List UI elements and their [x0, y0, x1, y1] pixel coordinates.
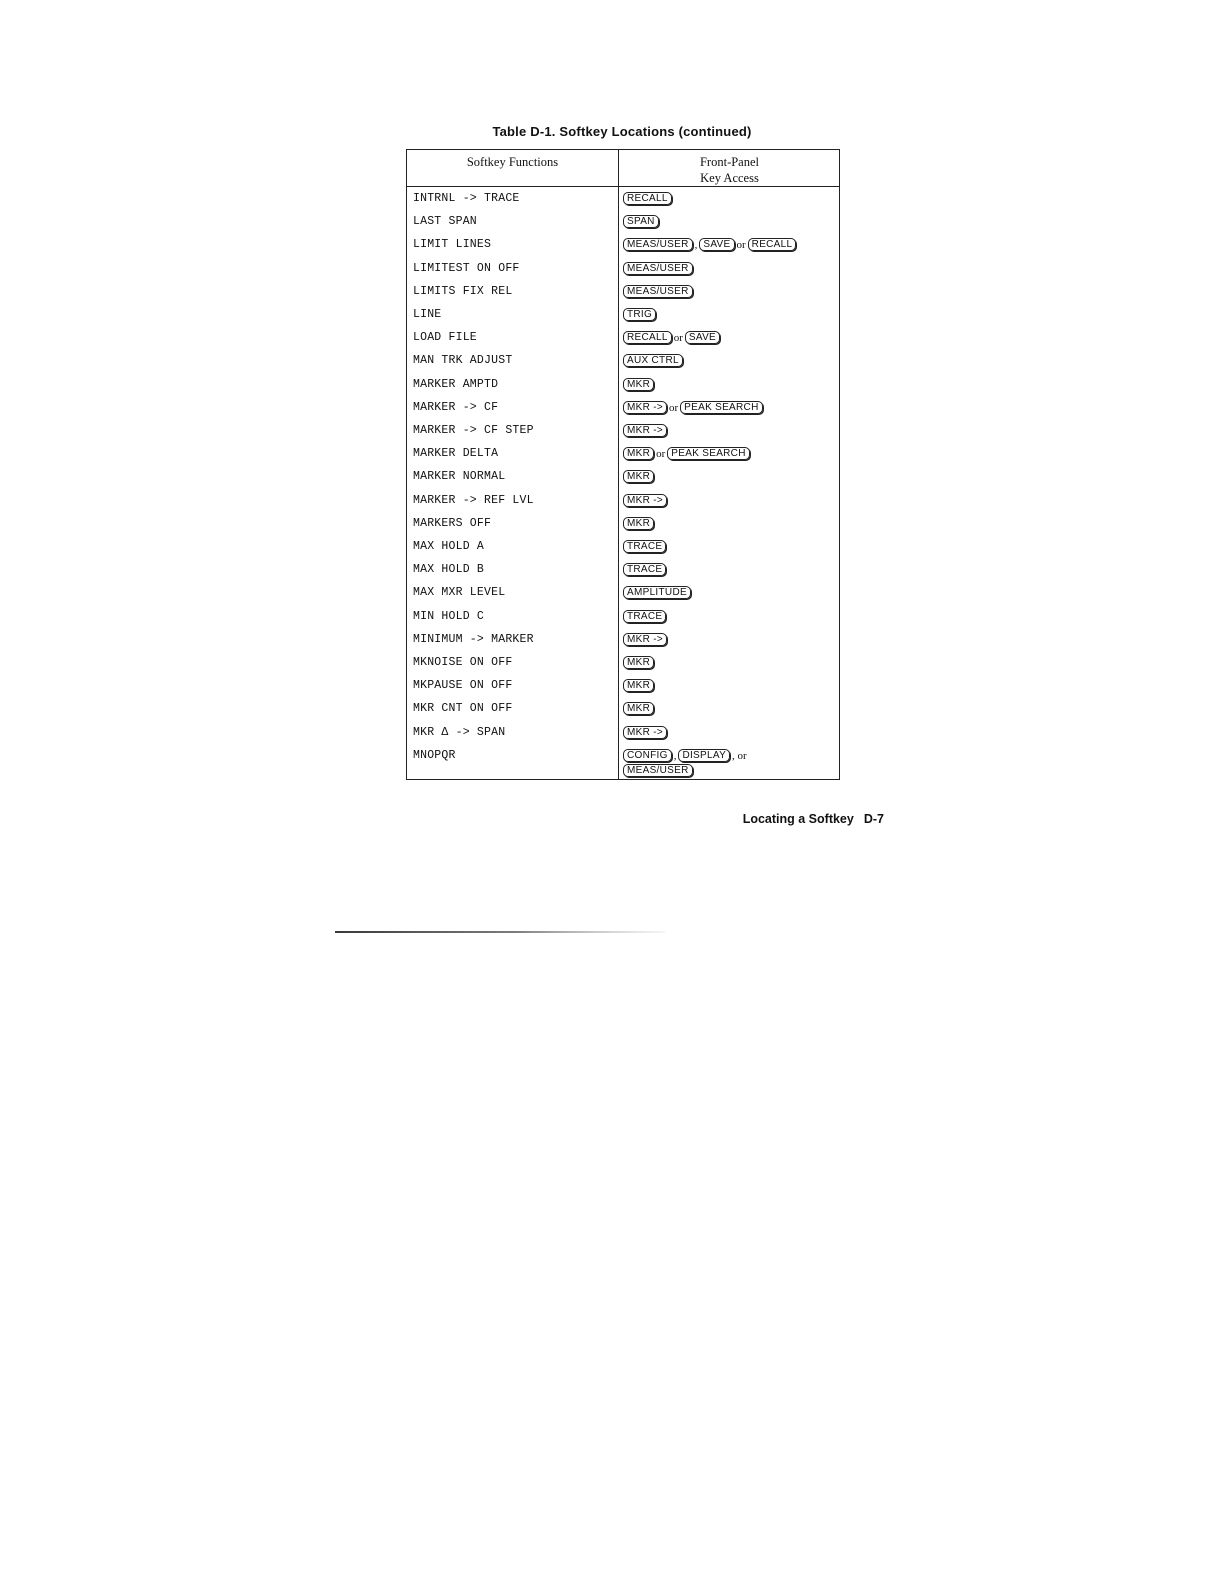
key-access	[623, 354, 683, 368]
front-panel-key: MKR ->	[623, 424, 667, 437]
softkey-function: MARKER -> REF LVL	[413, 493, 534, 507]
key-access	[623, 656, 654, 670]
page-footer	[600, 812, 884, 826]
front-panel-key: MKR	[623, 447, 654, 460]
footer-title: Locating a Softkey	[742, 812, 854, 826]
key-access	[623, 679, 654, 693]
front-panel-key: MKR	[623, 656, 654, 669]
key-access	[623, 308, 656, 322]
softkey-function: MKR Δ -> SPAN	[413, 725, 506, 739]
softkey-function: MINIMUM -> MARKER	[413, 632, 534, 646]
front-panel-key: MKR ->	[623, 401, 667, 414]
softkey-function: MARKER DELTA	[413, 447, 499, 461]
table-row	[407, 702, 839, 722]
front-panel-key: TRACE	[623, 540, 666, 553]
key-access	[623, 540, 666, 554]
softkey-function: MKR CNT ON OFF	[413, 702, 513, 716]
front-panel-key: SPAN	[623, 215, 659, 228]
table-row	[407, 285, 839, 305]
table-row	[407, 378, 839, 398]
key-access	[623, 285, 693, 299]
key-access	[623, 517, 654, 531]
table-row	[407, 354, 839, 374]
softkey-function: LINE	[413, 308, 442, 321]
table-row	[407, 679, 839, 699]
softkey-function: LIMITS FIX REL	[413, 284, 513, 298]
softkey-table	[406, 149, 840, 780]
front-panel-key: MEAS/USER	[623, 262, 693, 275]
front-panel-key: RECALL	[623, 331, 672, 344]
softkey-function: LIMIT LINES	[413, 238, 492, 252]
table-row	[407, 586, 839, 606]
softkey-function: LOAD FILE	[413, 331, 477, 345]
key-access	[623, 702, 654, 716]
table-row	[407, 517, 839, 537]
front-panel-key: MEAS/USER	[623, 764, 693, 777]
key-access	[623, 764, 693, 778]
front-panel-key: MKR	[623, 679, 654, 692]
table-row	[407, 610, 839, 630]
separator-text: or	[736, 239, 746, 252]
key-access	[623, 215, 659, 229]
header-access-line1: Front-Panel	[699, 155, 760, 169]
softkey-function: INTRNL -> TRACE	[413, 192, 520, 205]
key-access	[623, 470, 654, 484]
front-panel-key: MEAS/USER	[623, 238, 693, 251]
page-number: D-7	[863, 812, 884, 826]
softkey-function: LAST SPAN	[413, 215, 477, 229]
key-access	[623, 238, 796, 252]
key-access	[623, 586, 691, 600]
table-caption: Table D-1. Softkey Locations (continued)	[492, 124, 752, 139]
table-row	[407, 540, 839, 560]
table-row	[407, 749, 839, 783]
header-softkey-functions	[407, 154, 618, 170]
table-row	[407, 192, 839, 212]
front-panel-key: TRACE	[623, 610, 666, 623]
front-panel-key: TRIG	[623, 308, 656, 321]
front-panel-key: PEAK SEARCH	[667, 447, 749, 460]
softkey-function: MAN TRK ADJUST	[413, 354, 513, 368]
softkey-function: MARKER -> CF STEP	[413, 424, 534, 437]
front-panel-key: MKR ->	[623, 726, 667, 739]
table-row	[407, 308, 839, 328]
front-panel-key: RECALL	[623, 192, 672, 205]
key-access	[623, 633, 667, 647]
front-panel-key: MKR	[623, 517, 654, 530]
front-panel-key: AUX CTRL	[623, 354, 683, 367]
header-functions-text: Softkey Functions	[466, 155, 559, 169]
front-panel-key: MEAS/USER	[623, 285, 693, 298]
key-access	[623, 401, 763, 415]
table-row	[407, 726, 839, 746]
table-row	[407, 238, 839, 258]
header-front-panel-access	[619, 154, 840, 186]
table-row	[407, 656, 839, 676]
separator-text: , or	[732, 749, 747, 762]
key-access	[623, 726, 667, 740]
separator-text: or	[673, 332, 683, 345]
table-row	[407, 262, 839, 282]
table-row	[407, 633, 839, 653]
key-access	[623, 424, 667, 438]
table-row	[407, 494, 839, 514]
front-panel-key: SAVE	[699, 238, 734, 251]
softkey-function: MAX HOLD B	[413, 563, 485, 577]
key-access	[623, 331, 720, 345]
softkey-function: MIN HOLD C	[413, 609, 485, 623]
front-panel-key: RECALL	[748, 238, 797, 251]
front-panel-key: DISPLAY	[678, 749, 730, 762]
softkey-function: MAX HOLD A	[413, 540, 485, 553]
front-panel-key: CONFIG	[623, 749, 672, 762]
header-divider	[407, 186, 839, 187]
softkey-function: MARKER NORMAL	[413, 470, 506, 484]
table-row	[407, 563, 839, 583]
softkey-function: MAX MXR LEVEL	[413, 586, 506, 600]
table-row	[407, 424, 839, 444]
key-access	[623, 192, 672, 206]
table-row	[407, 401, 839, 421]
separator-text: or	[656, 448, 666, 461]
front-panel-key: MKR ->	[623, 494, 667, 507]
front-panel-key: TRACE	[623, 563, 666, 576]
key-access	[623, 563, 666, 577]
softkey-function: MARKERS OFF	[413, 516, 492, 530]
separator-text: ,	[673, 749, 677, 762]
front-panel-key: MKR	[623, 378, 654, 391]
key-access	[623, 494, 667, 508]
softkey-function: MKNOISE ON OFF	[413, 656, 513, 669]
table-row	[407, 470, 839, 490]
separator-text: or	[668, 401, 679, 414]
softkey-function: MKPAUSE ON OFF	[413, 679, 513, 693]
softkey-function: MARKER -> CF	[413, 400, 499, 414]
key-access	[623, 447, 750, 461]
front-panel-key: MKR	[623, 470, 654, 483]
table-row	[407, 447, 839, 467]
front-panel-key: PEAK SEARCH	[680, 401, 762, 414]
table-row	[407, 331, 839, 351]
front-panel-key: MKR ->	[623, 633, 667, 646]
softkey-function: MARKER AMPTD	[413, 377, 499, 391]
key-access	[623, 610, 666, 624]
key-access	[623, 262, 693, 276]
scan-smudge	[335, 930, 665, 934]
front-panel-key: SAVE	[685, 331, 720, 344]
front-panel-key: AMPLITUDE	[623, 586, 691, 599]
header-access-line2: Key Access	[700, 171, 759, 185]
softkey-function: LIMITEST ON OFF	[413, 261, 520, 275]
front-panel-key: MKR	[623, 702, 654, 715]
table-row	[407, 215, 839, 235]
key-access	[623, 378, 654, 392]
key-access	[623, 749, 749, 763]
separator-text: ,	[694, 239, 698, 252]
softkey-function: MNOPQR	[413, 748, 456, 762]
